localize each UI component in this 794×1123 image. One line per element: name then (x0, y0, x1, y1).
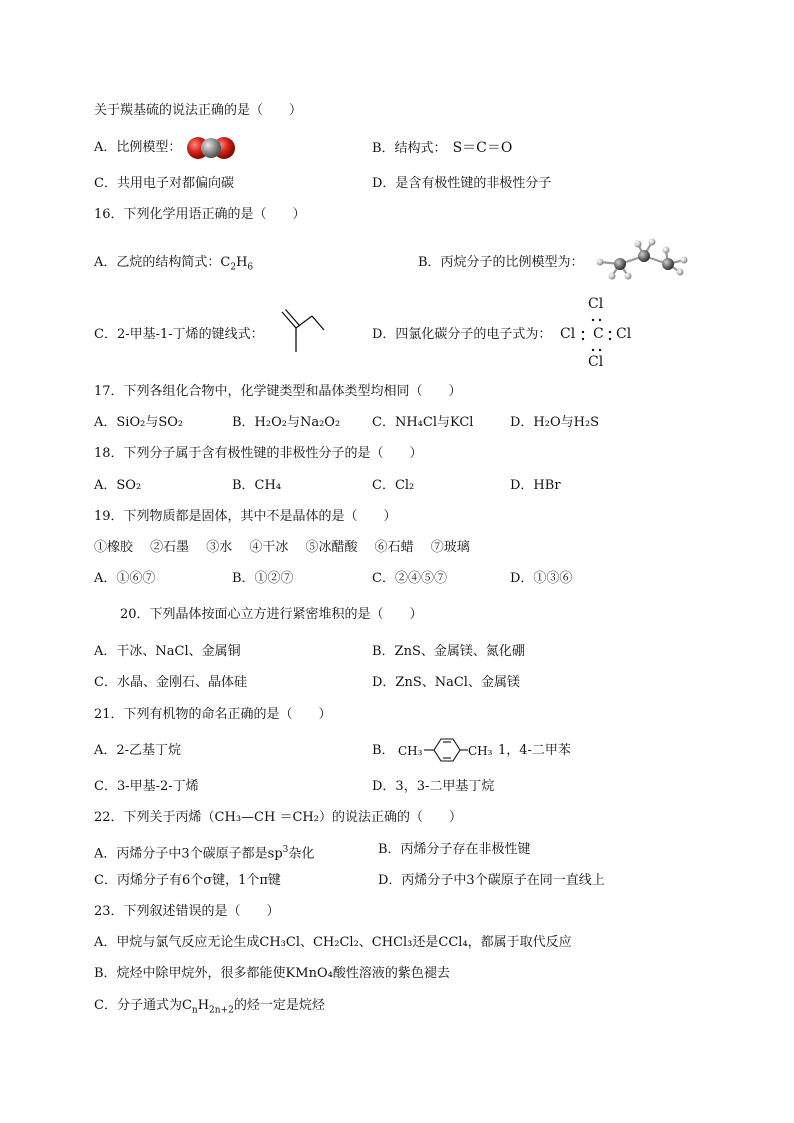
q18-stem: 18．下列分子属于含有极性键的非极性分子的是（ ） (94, 446, 423, 461)
q20-option-d: D．ZnS、NaCl、金属镁 (372, 675, 520, 690)
q21-option-a: A．2-乙基丁烷 (94, 743, 182, 758)
q19-option-c: C．②④⑤⑦ (372, 571, 447, 586)
q16-option-b: B．丙烷分子的比例模型为： (418, 255, 584, 270)
q18-option-a: A．SO₂ (94, 478, 142, 493)
q21-option-d: D．3，3-二甲基丁烷 (372, 779, 495, 794)
q16-option-c: C．2-甲基-1-丁烯的键线式： (94, 327, 264, 342)
q15-option-b-label: B．结构式： (372, 141, 447, 156)
q21-b-name: 1，4-二甲苯 (498, 743, 571, 758)
cl-top: Cl (588, 296, 604, 312)
q22-option-c: C．丙烯分子有6个σ键，1个π键 (94, 873, 281, 888)
q20-option-a: A．干冰、NaCl、金属铜 (94, 644, 241, 659)
q15-option-b-formula: S＝C＝O (452, 140, 513, 156)
q19-option-a: A．①⑥⑦ (94, 571, 156, 586)
2-methyl-1-butene-skeletal-formula (278, 308, 328, 354)
q23-stem: 23．下列叙述错误的是（ ） (94, 904, 280, 919)
q15-option-a-label: A．比例模型： (94, 140, 182, 155)
q19-option-d: D．①③⑥ (510, 571, 573, 586)
q23-c-pre: C．分子通式为C (94, 998, 192, 1013)
q16-a-h: H (236, 255, 248, 270)
q22-stem: 22．下列关于丙烯（CH₃—CH ＝CH₂）的说法正确的（ ） (94, 810, 462, 825)
q17-stem: 17．下列各组化合物中，化学键类型和晶体类型均相同（ ） (94, 384, 462, 399)
q21-b-ch3-left: CH₃ (398, 744, 423, 758)
q21-option-b-label: B． (372, 743, 395, 758)
q23-c-h: H (197, 998, 210, 1013)
q23-option-c (94, 997, 325, 1020)
q23-c-sub2: 2n+2 (209, 1005, 234, 1016)
q23-option-a: A．甲烷与氯气反应无论生成CH₃Cl、CH₂Cl₂、CHCl₃还是CCl₄，都属于取代反应 (94, 935, 572, 950)
q18-option-b: B．CH₄ (232, 478, 282, 493)
q16-a-sub1: 2 (230, 262, 237, 273)
q17-option-b: B．H₂O₂与Na₂O₂ (232, 415, 341, 430)
q21-option-b (372, 742, 395, 760)
q23-c-sub1: n (191, 1005, 198, 1016)
q17-option-d: D．H₂O与H₂S (510, 415, 600, 430)
q16-option-a (94, 254, 253, 277)
propane-ball-stick-model (592, 236, 692, 282)
q18-option-c: C．Cl₂ (372, 478, 415, 493)
q19-option-b: B．①②⑦ (232, 571, 294, 586)
q16-a-sub2: 6 (247, 262, 254, 273)
cl-left: Cl (560, 326, 576, 342)
q15-option-a (94, 139, 181, 157)
q19-items: ①橡胶 ②石墨 ③水 ④干冰 ⑤冰醋酸 ⑥石蜡 ⑦玻璃 (94, 540, 470, 555)
carbonyl-sulfide-space-filling-model (186, 134, 236, 162)
q18-option-d: D．HBr (510, 478, 561, 493)
q22-a-sup: 3 (282, 845, 289, 855)
cl-right: Cl (616, 326, 632, 342)
q17-option-a: A．SiO₂与SO₂ (94, 415, 184, 430)
q20-option-c: C．水晶、金刚石、晶体硅 (94, 675, 247, 690)
q22-option-b: B．丙烯分子存在非极性键 (378, 842, 531, 857)
c-center: C (593, 326, 604, 342)
q20-option-b: B．ZnS、金属镁、氮化硼 (372, 644, 525, 659)
q15-option-d: D．是含有极性键的非极性分子 (372, 176, 552, 191)
q22-a-pre: A．丙烯分子中3个碳原子都是sp (94, 846, 283, 862)
q16-stem: 16．下列化学用语正确的是（ ） (94, 207, 306, 222)
q19-stem: 19．下列物质都是固体，其中不是晶体的是（ ） (94, 509, 397, 524)
q16-option-d: D．四氯化碳分子的电子式为： (372, 327, 552, 342)
q23-option-b: B．烷烃中除甲烷外，很多都能使KMnO₄酸性溶液的紫色褪去 (94, 966, 450, 981)
q21-b-ch3-right: CH₃ (468, 744, 493, 758)
q15-option-c: C．共用电子对都偏向碳 (94, 176, 234, 191)
q17-option-c: C．NH₄Cl与KCl (372, 415, 474, 430)
electron-dots (560, 292, 640, 372)
q20-stem: 20．下列晶体按面心立方进行紧密堆积的是（ ） (120, 607, 423, 622)
q22-option-a (94, 841, 314, 863)
q16-option-a-text: A．乙烷的结构简式：C (94, 255, 231, 270)
q15-stem: 关于羰基硫的说法正确的是（ ） (94, 103, 303, 118)
cl-bottom: Cl (588, 354, 604, 370)
ccl4-electron-dot-formula (560, 292, 640, 372)
q21-stem: 21．下列有机物的命名正确的是（ ） (94, 707, 332, 722)
q22-a-post: 杂化 (288, 846, 315, 862)
q15-option-b (372, 139, 512, 158)
q23-c-post: 的烃一定是烷烃 (233, 998, 325, 1013)
q21-option-c: C．3-甲基-2-丁烯 (94, 779, 199, 794)
para-xylene-ring (424, 737, 468, 765)
q22-option-d: D．丙烯分子中3个碳原子在同一直线上 (378, 873, 605, 888)
